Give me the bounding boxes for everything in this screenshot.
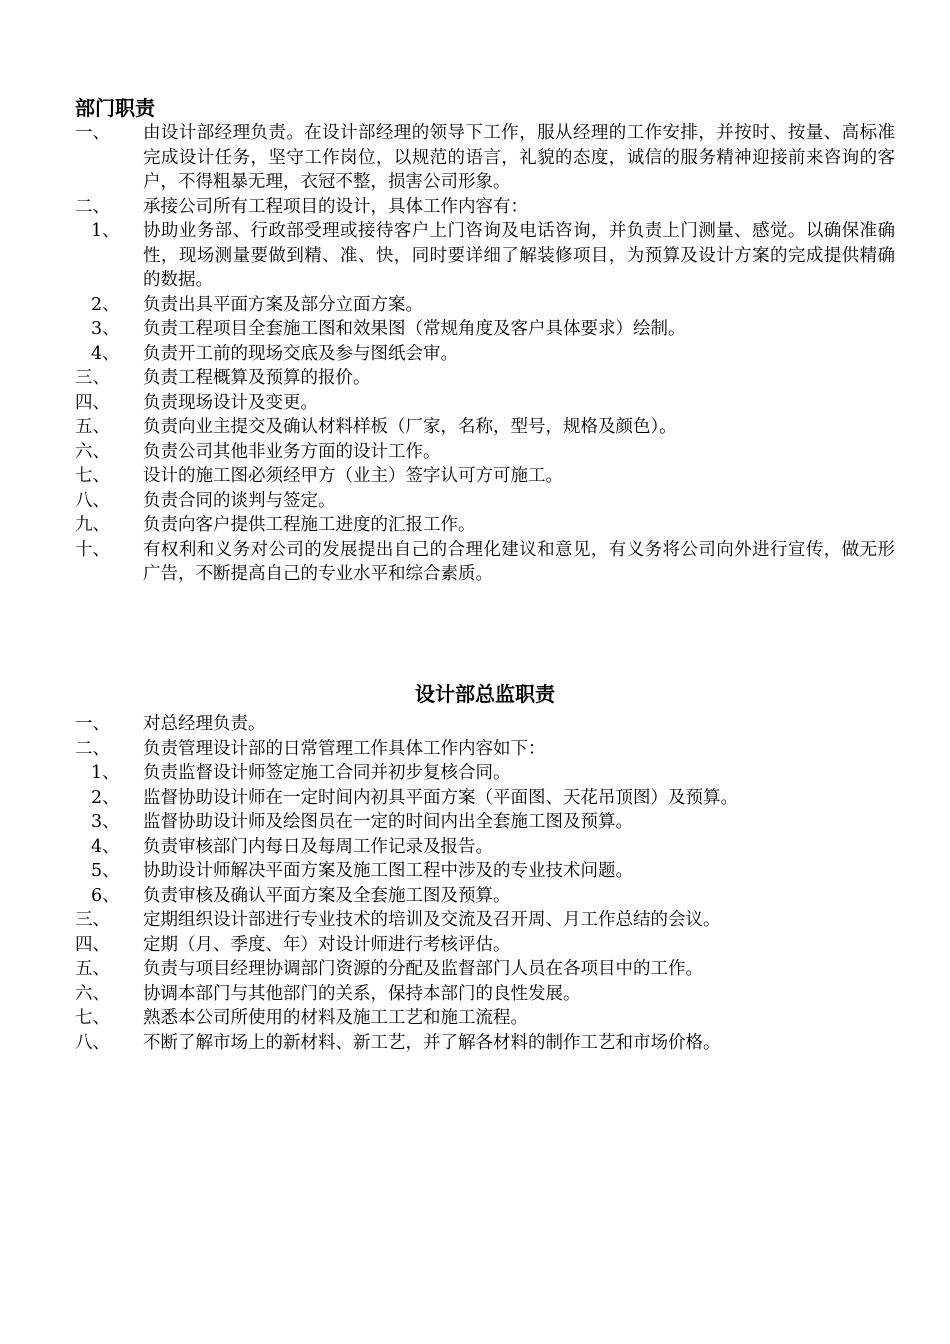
list-item-text: 负责开工前的现场交底及参与图纸会审。 bbox=[143, 343, 458, 364]
list-item bbox=[75, 121, 895, 195]
list-marker: 二、 bbox=[75, 196, 110, 217]
list-marker: 3、 bbox=[91, 319, 120, 339]
list-item-text: 负责向业主提交及确认材料样板（厂家，名称，型号，规格及颜色）。 bbox=[143, 417, 677, 437]
list-item bbox=[75, 884, 895, 909]
list-item bbox=[75, 489, 895, 514]
list-item bbox=[75, 464, 895, 489]
list-item bbox=[75, 737, 895, 762]
list-marker: 八、 bbox=[75, 490, 110, 511]
list-item-text: 负责工程概算及预算的报价。 bbox=[143, 368, 371, 388]
list-item-text: 对总经理负责。 bbox=[143, 714, 266, 734]
list-marker: 4、 bbox=[91, 836, 120, 857]
list-marker: 九、 bbox=[75, 515, 110, 535]
list-item bbox=[75, 293, 895, 318]
list-item bbox=[75, 1006, 895, 1031]
list-item-text: 有权利和义务对公司的发展提出自己的合理化建议和意见，有义务将公司向外进行宣传，做无形广告，不断提高自己的专业水平和综合素质。 bbox=[143, 539, 895, 584]
list-item bbox=[75, 366, 895, 391]
list-item-text: 负责工程项目全套施工图和效果图（常规角度及客户具体要求）绘制。 bbox=[143, 319, 686, 339]
list-item-text: 负责现场设计及变更。 bbox=[143, 392, 318, 413]
list-item-text: 设计的施工图必须经甲方（业主）签字认可方可施工。 bbox=[143, 466, 563, 486]
list-marker: 十、 bbox=[75, 539, 110, 560]
list-marker: 八、 bbox=[75, 1032, 110, 1053]
list-item bbox=[75, 538, 895, 587]
list-marker: 三、 bbox=[75, 368, 110, 388]
list-marker: 六、 bbox=[75, 441, 110, 462]
list-marker: 一、 bbox=[75, 123, 110, 143]
list-item-text: 定期组织设计部进行专业技术的培训及交流及召开周、月工作总结的会议。 bbox=[143, 910, 721, 930]
list-item-text: 负责与项目经理协调部门资源的分配及监督部门人员在各项目中的工作。 bbox=[143, 959, 703, 979]
section-title: 设计部总监职责 bbox=[415, 682, 555, 706]
list-item-text: 协助业务部、行政部受理或接待客户上门咨询及电话咨询，并负责上门测量、感觉。以确保准确性，现场测量要做到精、准、快，同时要详细了解装修项目，为预算及设计方案的完成提供精确的数据。 bbox=[143, 221, 895, 290]
list-item bbox=[75, 835, 895, 860]
list-item bbox=[75, 391, 895, 416]
list-marker: 一、 bbox=[75, 714, 110, 734]
list-item-text: 承接公司所有工程项目的设计，具体工作内容有： bbox=[143, 196, 528, 217]
list-marker: 二、 bbox=[75, 738, 110, 759]
list-marker: 四、 bbox=[75, 934, 110, 955]
duty-list bbox=[75, 121, 895, 587]
list-item-text: 负责审核及确认平面方案及全套施工图及预算。 bbox=[143, 885, 511, 906]
list-item bbox=[75, 957, 895, 982]
department-duties-section bbox=[75, 95, 895, 587]
list-marker: 2、 bbox=[91, 787, 120, 808]
list-item bbox=[75, 1031, 895, 1056]
section-title: 部门职责 bbox=[75, 96, 155, 120]
list-item-text: 协助设计师解决平面方案及施工图工程中涉及的专业技术问题。 bbox=[143, 861, 633, 881]
list-item bbox=[75, 908, 895, 933]
list-item-text: 负责审核部门内每日及每周工作记录及报告。 bbox=[143, 836, 493, 857]
list-item bbox=[75, 415, 895, 440]
list-item-text: 监督协助设计师及绘图员在一定的时间内出全套施工图及预算。 bbox=[143, 812, 633, 832]
list-marker: 1、 bbox=[91, 221, 120, 241]
list-item-text: 负责管理设计部的日常管理工作具体工作内容如下： bbox=[143, 738, 546, 759]
list-item bbox=[75, 933, 895, 958]
list-item-text: 负责监督设计师签定施工合同并初步复核合同。 bbox=[143, 763, 511, 783]
duty-list bbox=[75, 712, 895, 1055]
list-item bbox=[75, 440, 895, 465]
list-marker: 七、 bbox=[75, 1008, 110, 1028]
list-item-text: 由设计部经理负责。在设计部经理的领导下工作，服从经理的工作安排，并按时、按量、高标准完成设计任务，坚守工作岗位，以规范的语言，礼貌的态度，诚信的服务精神迎接前来咨询的客户，不得粗暴无理，衣冠不整，损害公司形象。 bbox=[143, 123, 895, 192]
list-item bbox=[75, 513, 895, 538]
list-item-text: 熟悉本公司所使用的材料及施工工艺和施工流程。 bbox=[143, 1008, 528, 1028]
list-marker: 1、 bbox=[91, 763, 120, 783]
list-item bbox=[75, 982, 895, 1007]
list-marker: 七、 bbox=[75, 466, 110, 486]
list-marker: 三、 bbox=[75, 910, 110, 930]
list-item bbox=[75, 195, 895, 220]
list-item bbox=[75, 342, 895, 367]
list-item-text: 监督协助设计师在一定时间内初具平面方案（平面图、天花吊顶图）及预算。 bbox=[143, 787, 738, 808]
list-marker: 6、 bbox=[91, 885, 120, 906]
list-item bbox=[75, 859, 895, 884]
list-item bbox=[75, 786, 895, 811]
list-marker: 四、 bbox=[75, 392, 110, 413]
list-item-text: 协调本部门与其他部门的关系，保持本部门的良性发展。 bbox=[143, 983, 581, 1004]
list-item-text: 负责向客户提供工程施工进度的汇报工作。 bbox=[143, 515, 476, 535]
list-item bbox=[75, 810, 895, 835]
list-item-text: 负责合同的谈判与签定。 bbox=[143, 490, 336, 511]
list-item bbox=[75, 712, 895, 737]
list-item-text: 负责公司其他非业务方面的设计工作。 bbox=[143, 441, 441, 462]
design-director-duties-section bbox=[75, 680, 895, 1055]
list-item-text: 定期（月、季度、年）对设计师进行考核评估。 bbox=[143, 934, 511, 955]
list-marker: 六、 bbox=[75, 983, 110, 1004]
list-item-text: 不断了解市场上的新材料、新工艺，并了解各材料的制作工艺和市场价格。 bbox=[143, 1032, 721, 1053]
list-marker: 五、 bbox=[75, 417, 110, 437]
list-marker: 五、 bbox=[75, 959, 110, 979]
list-item bbox=[75, 761, 895, 786]
list-item bbox=[75, 317, 895, 342]
list-marker: 4、 bbox=[91, 343, 120, 364]
list-marker: 3、 bbox=[91, 812, 120, 832]
list-marker: 5、 bbox=[91, 861, 120, 881]
list-item-text: 负责出具平面方案及部分立面方案。 bbox=[143, 294, 423, 315]
list-item bbox=[75, 219, 895, 293]
list-marker: 2、 bbox=[91, 294, 120, 315]
